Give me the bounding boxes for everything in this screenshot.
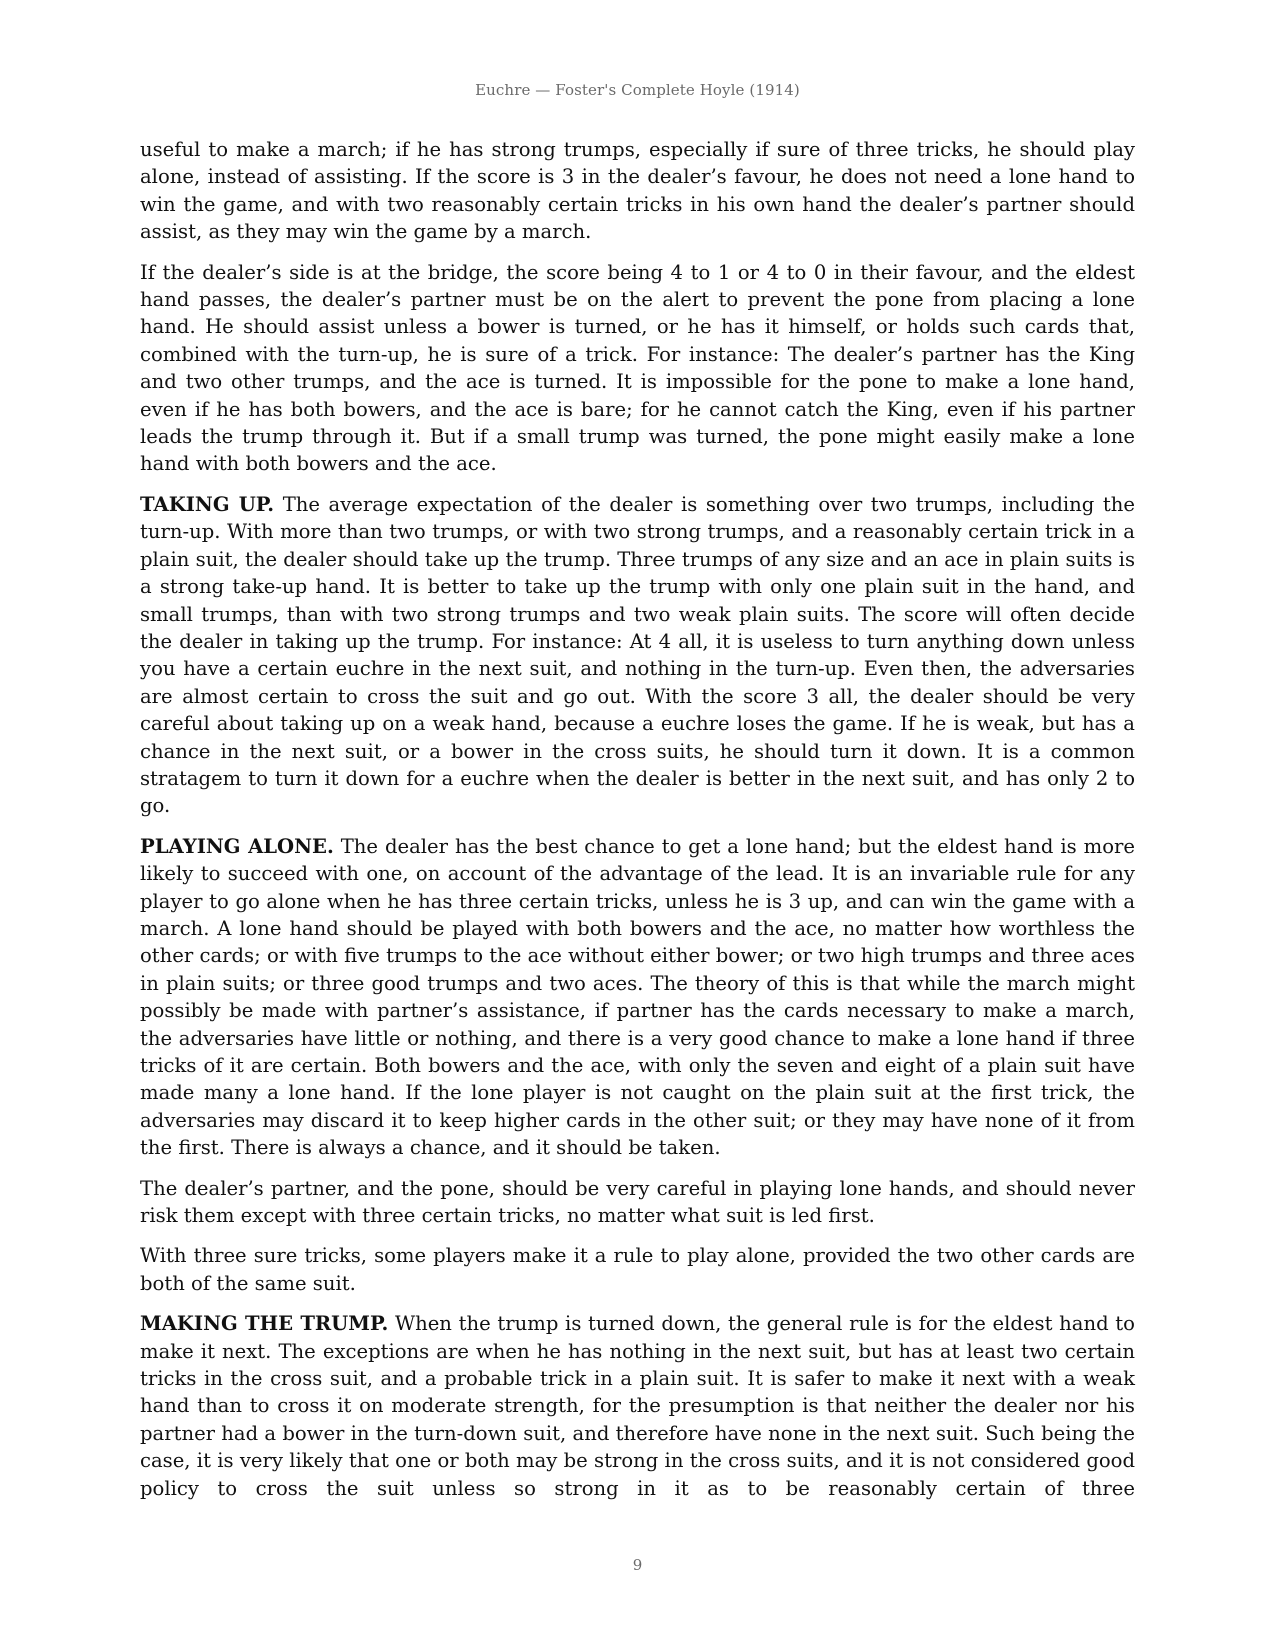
paragraph-playing-alone-text: The dealer has the best chance to get a lone hand; but the eldest hand is more likely to succeed with one, on account of the advantage of the lead. It is an invariable rule for any player to go alone when he has three certain tricks, unless he is 3 up, and can win the game with a march. A lone hand should be played with both bowers and the ace, no matter how worthless the other cards; or with five trumps to the ace without either bower; or two high trumps and three aces in plain suits; or three good trumps and two aces. The theory of this is that while the march might possibly be made with partner’s assistance, if partner has the cards necessary to make a march, the adversaries have little or nothing, and there is a very good chance to make a lone hand if three tricks of it are certain. Both bowers and the ace, with only the seven and eight of a plain suit have made many a lone hand. If the lone player is not caught on the plain suit at the first trick, the adversaries may discard it to keep higher cards in the other suit; or they may have none of it from the first. There is always a chance, and it should be taken. bbox=[140, 834, 1135, 1160]
paragraph-2 bbox=[140, 259, 1135, 478]
paragraph-making-the-trump-text: When the trump is turned down, the general rule is for the eldest hand to make it next. The exceptions are when he has nothing in the next suit, but has at least two certain tricks in the cross suit, and a probable trick in a plain suit. It is safer to make it next with a weak hand than to cross it on moderate strength, for the presumption is that neither the dealer nor his partner had a bower in the turn-down suit, and therefore have none in the next suit. Such being the case, it is very likely that one or both may be strong in the cross suits, and it is not considered good policy to cross the suit unless so strong in it as to be reasonably certain of three bbox=[140, 1312, 1135, 1500]
section-heading-playing-alone: PLAYING ALONE. bbox=[140, 834, 334, 858]
section-heading-making-the-trump: MAKING THE TRUMP. bbox=[140, 1312, 389, 1336]
paragraph-6-text: With three sure tricks, some players make it a rule to play alone, provided the two other cards are both of the same suit. bbox=[140, 1244, 1135, 1295]
paragraph-making-the-trump bbox=[140, 1310, 1135, 1502]
running-header: Euchre — Foster's Complete Hoyle (1914) bbox=[475, 81, 800, 99]
paragraph-5 bbox=[140, 1175, 1135, 1230]
paragraph-1-text: useful to make a march; if he has strong trumps, especially if sure of three tricks, he should play alone, instead of assisting. If the score is 3 in the dealer’s favour, he does not need a lone hand to win the game, and with two reasonably certain tricks in his own hand the dealer’s partner should assist, as they may win the game by a march. bbox=[140, 138, 1135, 244]
paragraph-taking-up bbox=[140, 491, 1135, 820]
paragraph-5-text: The dealer’s partner, and the pone, should be very careful in playing lone hands, and should never risk them except with three certain tricks, no matter what suit is led first. bbox=[140, 1176, 1135, 1228]
paragraph-6 bbox=[140, 1242, 1135, 1297]
section-heading-taking-up: TAKING UP. bbox=[140, 492, 275, 516]
paragraph-2-text: If the dealer’s side is at the bridge, the score being 4 to 1 or 4 to 0 in their favour, and the eldest hand passes, the dealer’s partner must be on the alert to prevent the pone from placing a lone hand. He should assist unless a bower is turned, or he has it himself, or holds such cards that, combined with the turn-up, he is sure of a trick. For instance: The dealer’s partner has the King and two other trumps, and the ace is turned. It is impossible for the pone to make a lone hand, even if he has both bowers, and the ace is bare; for he cannot catch the King, even if his partner leads the trump through it. But if a small trump was turned, the pone might easily make a lone hand with both bowers and the ace. bbox=[140, 260, 1135, 476]
page-number: 9 bbox=[632, 1556, 643, 1574]
body-text bbox=[140, 136, 1135, 1515]
paragraph-playing-alone bbox=[140, 833, 1135, 1162]
paragraph-taking-up-text: The average expectation of the dealer is something over two trumps, including the turn-up. With more than two trumps, or with two strong trumps, and a reasonably certain trick in a plain suit, the dealer should take up the trump. Three trumps of any size and an ace in plain suits is a strong take-up hand. It is better to take up the trump with only one plain suit in the hand, and small trumps, than with two strong trumps and two weak plain suits. The score will often decide the dealer in taking up the trump. For instance: At 4 all, it is useless to turn anything down unless you have a certain euchre in the next suit, and nothing in the turn-up. Even then, the adversaries are almost certain to cross the suit and go out. With the score 3 all, the dealer should be very careful about taking up on a weak hand, because a euchre loses the game. If he is weak, but has a chance in the next suit, or a bower in the cross suits, he should turn it down. It is a common stratagem to turn it down for a euchre when the dealer is better in the next suit, and has only 2 to go. bbox=[140, 492, 1135, 818]
paragraph-1 bbox=[140, 136, 1135, 246]
